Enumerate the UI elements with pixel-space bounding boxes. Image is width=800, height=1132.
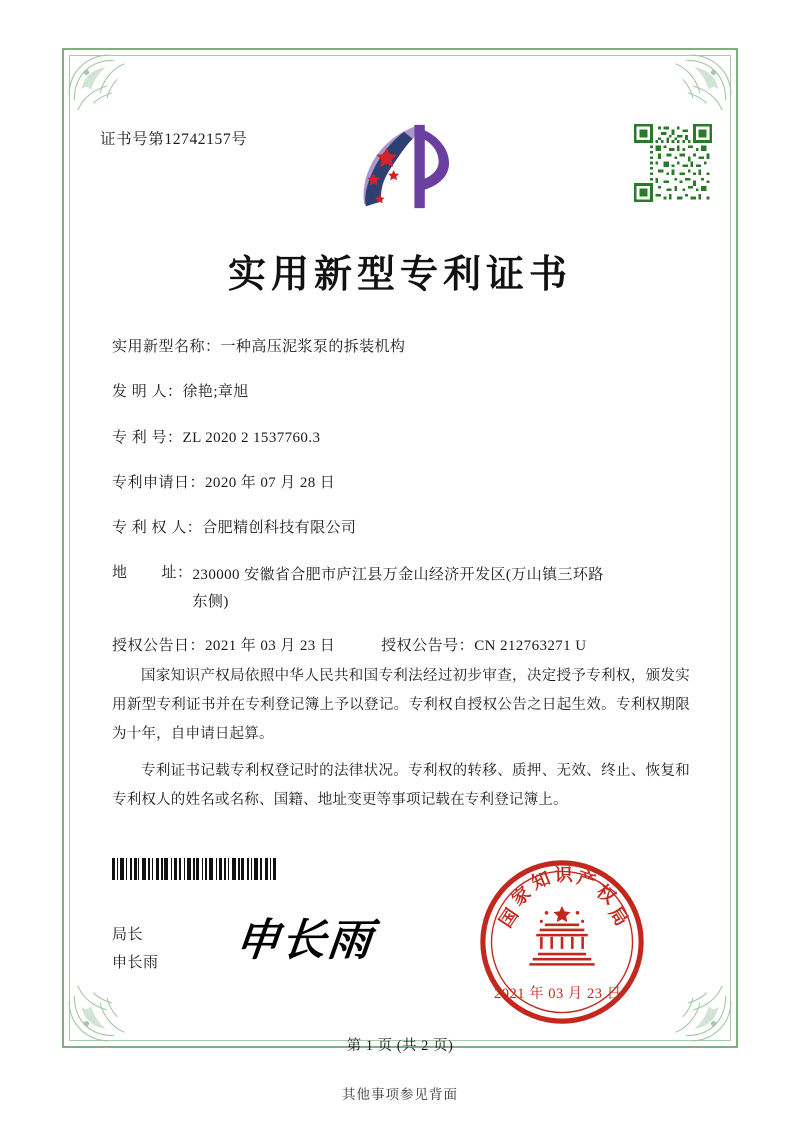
field-grant-date bbox=[112, 635, 335, 658]
signature-labels bbox=[112, 922, 159, 978]
svg-text:知: 知 bbox=[528, 867, 554, 895]
field-value: 2020 年 07 月 28 日 bbox=[205, 474, 336, 491]
patent-field-list bbox=[112, 336, 692, 674]
field-value: ZL 2020 2 1537760.3 bbox=[182, 429, 321, 446]
qr-code-icon bbox=[634, 124, 712, 202]
field-label: 授权公告日： bbox=[112, 637, 206, 654]
field-address bbox=[112, 562, 692, 615]
field-value: 徐艳;章旭 bbox=[182, 384, 249, 401]
svg-text:权: 权 bbox=[592, 880, 620, 909]
svg-text:产: 产 bbox=[574, 867, 598, 893]
certificate-number: 证书号第12742157号 bbox=[100, 131, 248, 148]
field-label: 发 明 人： bbox=[112, 384, 183, 401]
field-value: 合肥精创科技有限公司 bbox=[202, 520, 357, 536]
page-title: 实用新型专利证书 bbox=[227, 252, 572, 296]
svg-text:局: 局 bbox=[604, 903, 632, 930]
field-utility-model-name bbox=[112, 336, 692, 359]
page-number: 第 1 页 (共 2 页) bbox=[346, 1038, 454, 1054]
back-side-note: 其他事项参见背面 bbox=[342, 1087, 458, 1102]
seal-date: 2021 年 03 月 23 日 bbox=[494, 986, 622, 1002]
field-value: CN 212763271 U bbox=[474, 637, 587, 654]
handwritten-signature: 申长雨 bbox=[232, 915, 377, 966]
legal-paragraph: 国家知识产权局依照中华人民共和国专利法经过初步审查，决定授予专利权，颁发实用新型专利证书并在专利登记簿上予以登记。专利权自授权公告之日起生效。专利权期限为十年，自申请日起算。 bbox=[112, 668, 690, 742]
field-patentee bbox=[112, 517, 692, 540]
field-label: 地 址： bbox=[112, 565, 193, 582]
field-label: 实用新型名称： bbox=[112, 339, 221, 355]
field-inventor bbox=[112, 381, 692, 404]
corner-ornament-icon bbox=[64, 50, 150, 136]
field-application-date bbox=[112, 472, 692, 495]
svg-text:识: 识 bbox=[554, 864, 573, 887]
field-label: 专 利 权 人： bbox=[112, 520, 203, 536]
field-value: 一种高压泥浆泵的拆装机构 bbox=[220, 339, 406, 355]
field-patent-number bbox=[112, 427, 692, 450]
barcode-icon bbox=[112, 858, 308, 880]
director-name-label: 申长雨 bbox=[112, 954, 159, 971]
svg-text:家: 家 bbox=[507, 882, 536, 911]
legal-text-block bbox=[112, 662, 690, 823]
field-value: 2021 年 03 月 23 日 bbox=[205, 637, 336, 654]
field-label: 专利申请日： bbox=[112, 474, 206, 491]
director-role-label: 局长 bbox=[112, 927, 144, 943]
field-value: 230000 安徽省合肥市庐江县万金山经济开发区(万山镇三环路东侧) bbox=[192, 567, 604, 610]
legal-paragraph: 专利证书记载专利权登记时的法律状况。专利权的转移、质押、无效、终止、恢复和专利权人的姓名或名称、国籍、地址变更等事项记载在专利登记簿上。 bbox=[112, 763, 690, 808]
field-grant-number bbox=[381, 635, 586, 658]
grant-announcement-row bbox=[112, 635, 692, 658]
field-label: 授权公告号： bbox=[381, 637, 475, 654]
cnipa-logo-icon bbox=[352, 118, 456, 222]
svg-text:国: 国 bbox=[495, 904, 524, 932]
field-label: 专 利 号： bbox=[112, 429, 183, 446]
